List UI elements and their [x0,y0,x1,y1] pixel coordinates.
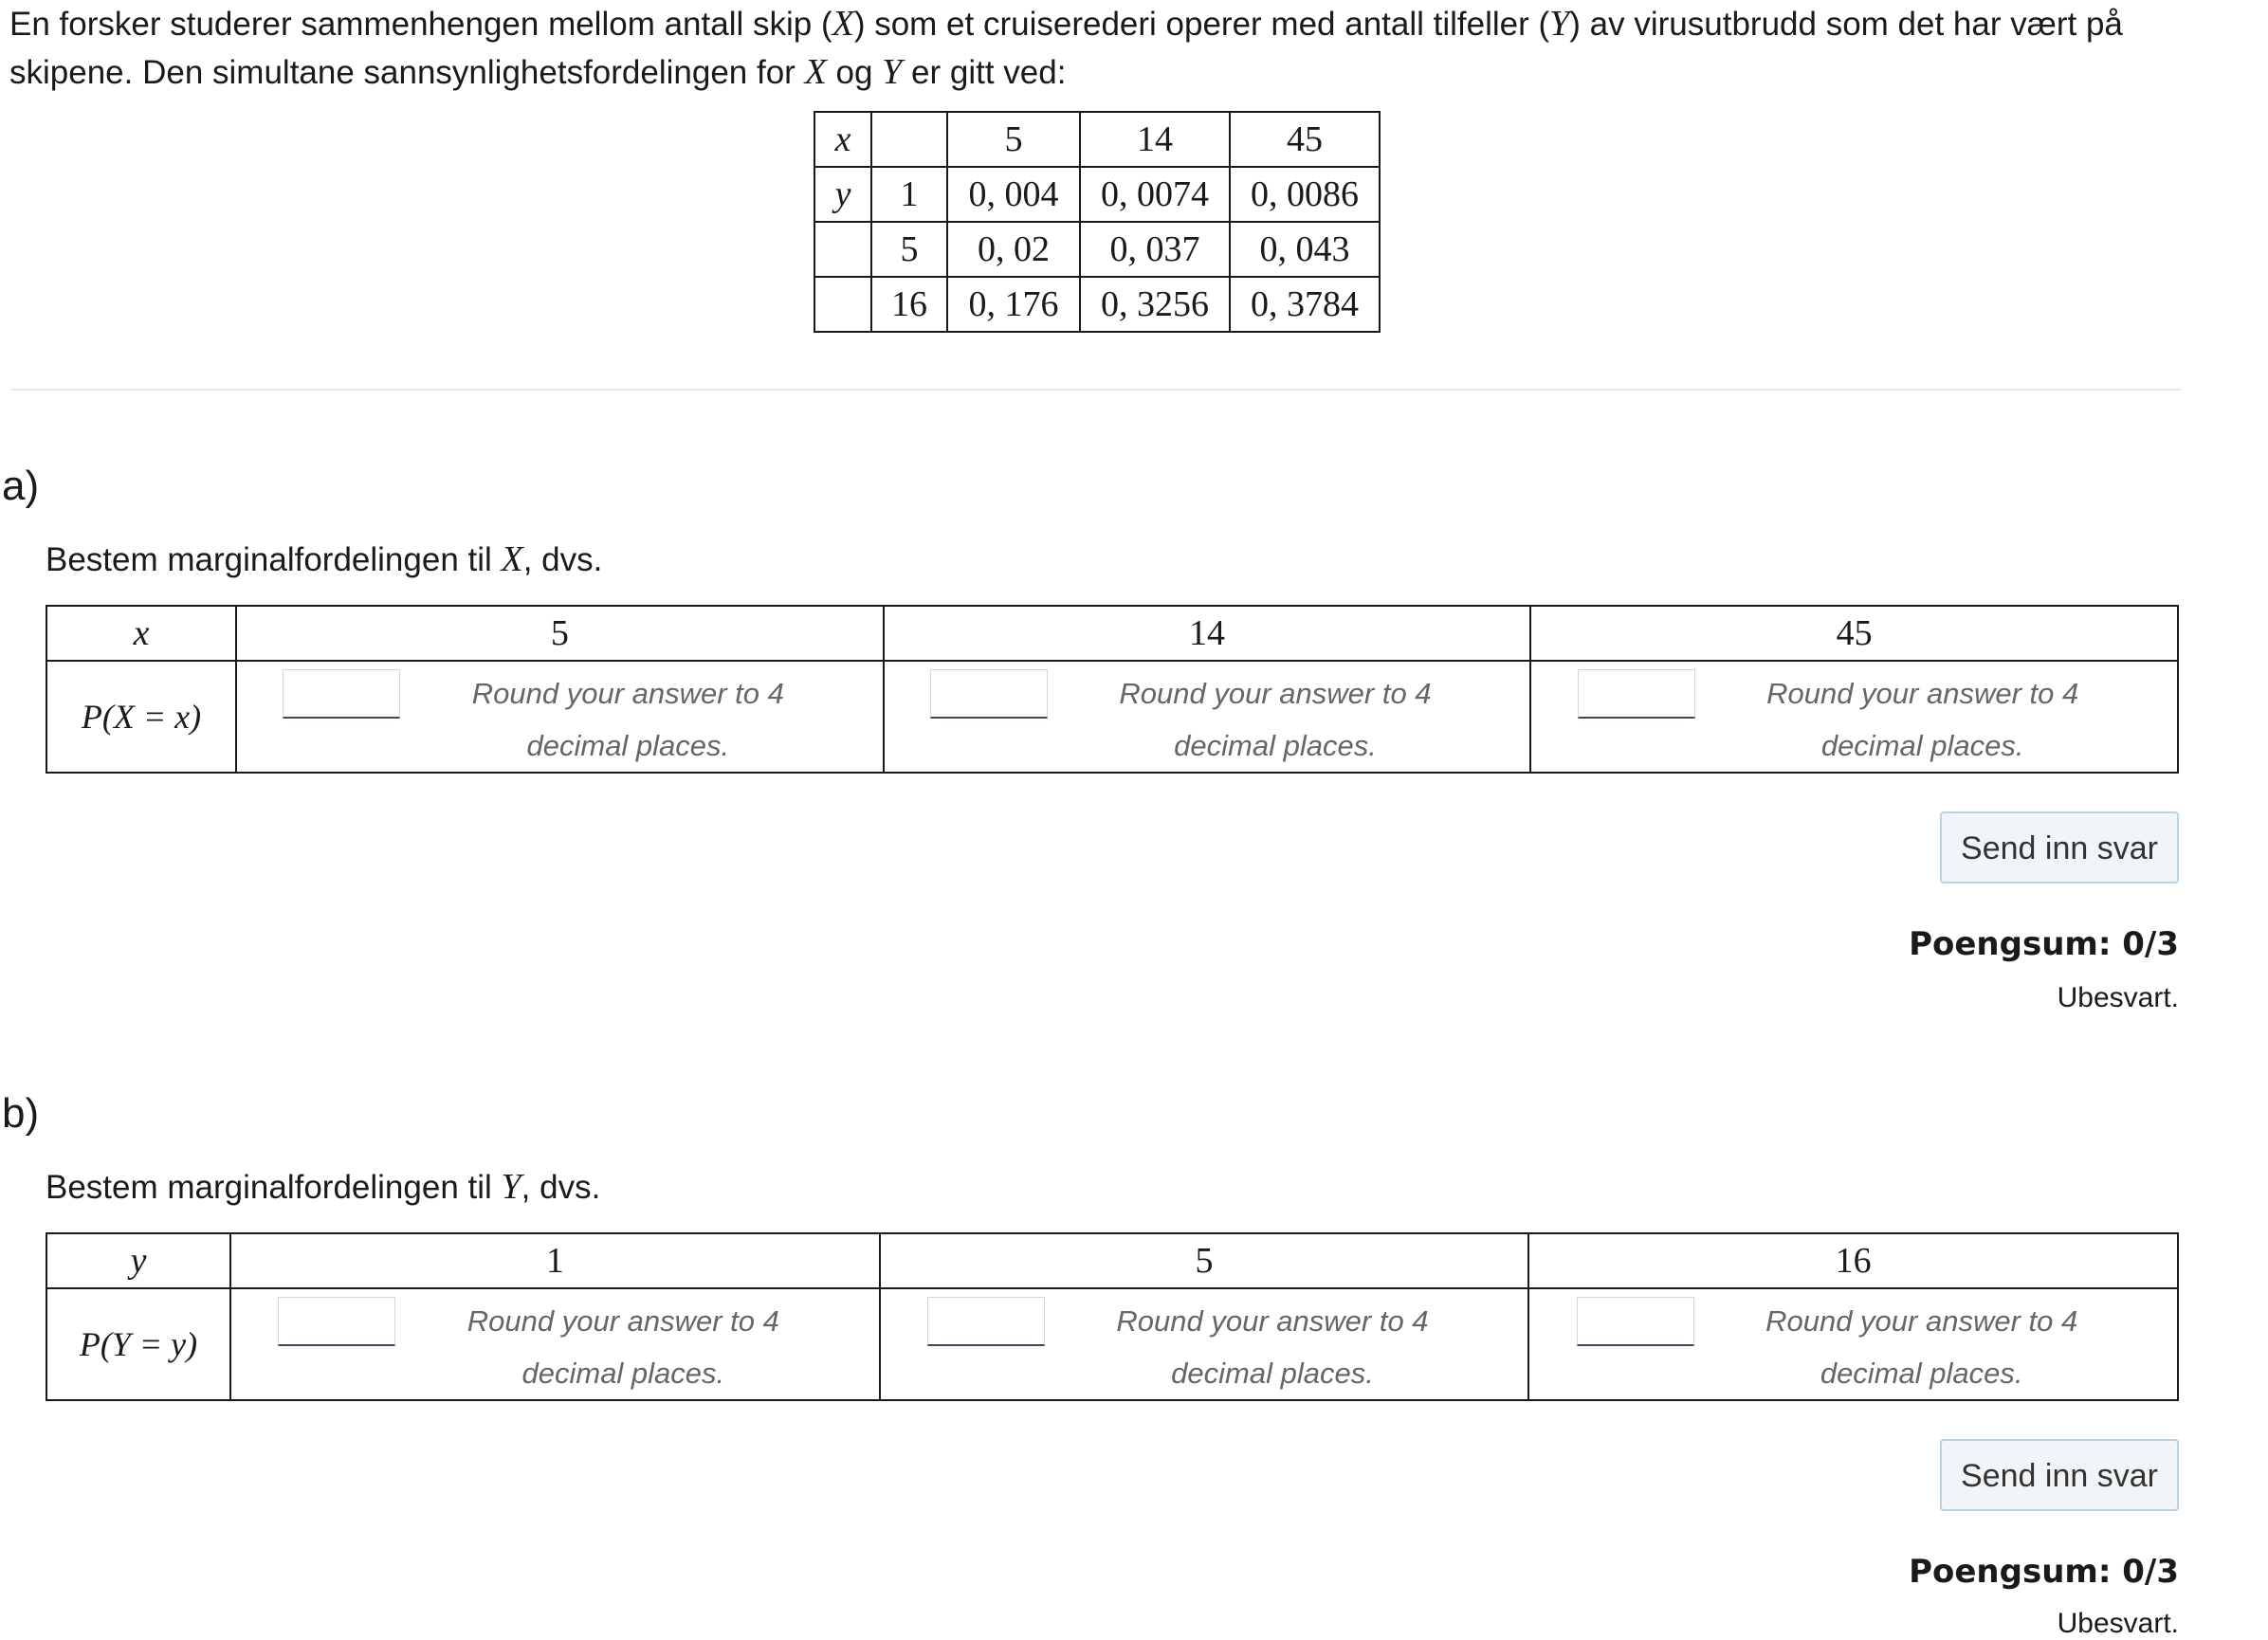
row-var: y [46,1233,230,1288]
hint-text: Round your answer to 4 decimal places. [466,1304,779,1390]
hint-text: Round your answer to 4 decimal places. [471,677,784,762]
intro-text: er gitt ved: [902,54,1067,91]
part-b-prompt [46,1166,600,1208]
submit-button[interactable]: Send inn svar [1940,1439,2179,1511]
intro-text: En forsker studerer sammenhengen mellom antall skip ( [9,6,832,43]
table-row [814,222,1380,277]
answer-cell [1528,1288,2178,1400]
prob-cell: 0, 176 [947,277,1080,332]
prompt-text: , dvs. [522,541,603,578]
table-row [46,606,2178,661]
prob-cell: 0, 0086 [1230,167,1380,222]
table-row [814,112,1380,167]
empty-cell [814,277,871,332]
answer-cell [236,661,884,773]
table-row [814,277,1380,332]
status-label: Ubesvart. [2057,982,2179,1013]
y-value: 5 [880,1233,1529,1288]
y-header: y [814,167,871,222]
y-value: 16 [1528,1233,2178,1288]
prompt-text: Bestem marginalfordelingen til [46,541,502,578]
answer-input[interactable] [1578,669,1695,719]
answer-input[interactable] [930,669,1048,719]
y-value: 16 [871,277,947,332]
part-a-prompt [46,538,602,580]
table-row [46,1233,2178,1288]
intro-var-x: X [832,4,854,44]
x-value: 45 [1230,112,1380,167]
prompt-var: Y [501,1167,521,1207]
table-row [46,1288,2178,1400]
hint-text: Round your answer to 4 decimal places. [1766,677,2079,762]
hint-text: Round your answer to 4 decimal places. [1765,1304,2078,1390]
y-value: 1 [871,167,947,222]
answer-cell [1530,661,2178,773]
score-label: Poengsum: 0/3 [1909,925,2179,963]
intro-var-y: Y [882,52,903,92]
answer-input[interactable] [927,1297,1045,1346]
x-value: 45 [1530,606,2178,661]
answer-cell [230,1288,880,1400]
x-value: 5 [947,112,1080,167]
status-label: Ubesvart. [2057,1608,2179,1639]
x-header: x [814,112,871,167]
part-a-marginal-table [46,605,2179,774]
row-prob: P(Y = y) [46,1288,230,1400]
prob-cell: 0, 3784 [1230,277,1380,332]
prob-cell: 0, 02 [947,222,1080,277]
answer-cell [880,1288,1529,1400]
prompt-text: , dvs. [521,1169,601,1206]
y-value: 5 [871,222,947,277]
answer-cell [884,661,1531,773]
submit-button[interactable]: Send inn svar [1940,811,2179,884]
part-a-label: a) [2,463,40,509]
prob-cell: 0, 3256 [1080,277,1230,332]
prob-cell: 0, 004 [947,167,1080,222]
answer-input[interactable] [278,1297,395,1346]
table-row [46,661,2178,773]
score-label: Poengsum: 0/3 [1909,1553,2179,1591]
prob-cell: 0, 037 [1080,222,1230,277]
problem-intro [9,0,2143,97]
part-b-label: b) [2,1090,40,1137]
prompt-var: X [501,539,523,579]
intro-var-x: X [804,52,827,92]
prob-cell: 0, 043 [1230,222,1380,277]
row-prob: P(X = x) [46,661,236,773]
answer-input[interactable] [1577,1297,1694,1346]
section-divider [11,389,2181,391]
x-value: 14 [1080,112,1230,167]
x-value: 14 [884,606,1531,661]
intro-var-y: Y [1549,4,1570,44]
row-var: x [46,606,236,661]
prompt-text: Bestem marginalfordelingen til [46,1169,502,1206]
hint-text: Round your answer to 4 decimal places. [1116,1304,1429,1390]
y-value: 1 [230,1233,880,1288]
intro-text: og [826,54,883,91]
prob-cell: 0, 0074 [1080,167,1230,222]
hint-text: Round your answer to 4 decimal places. [1119,677,1432,762]
empty-cell [814,222,871,277]
part-b-marginal-table [46,1232,2179,1401]
intro-text: ) av virusutbrudd som det har vært på skipene. Den simultane sannsynlighetsfordelingen for [9,6,2123,91]
table-row [814,167,1380,222]
empty-cell [871,112,947,167]
intro-text: ) som et cruiserederi operer med antall tilfeller ( [853,6,1550,43]
x-value: 5 [236,606,884,661]
answer-input[interactable] [283,669,400,719]
joint-distribution-table [814,111,1381,333]
